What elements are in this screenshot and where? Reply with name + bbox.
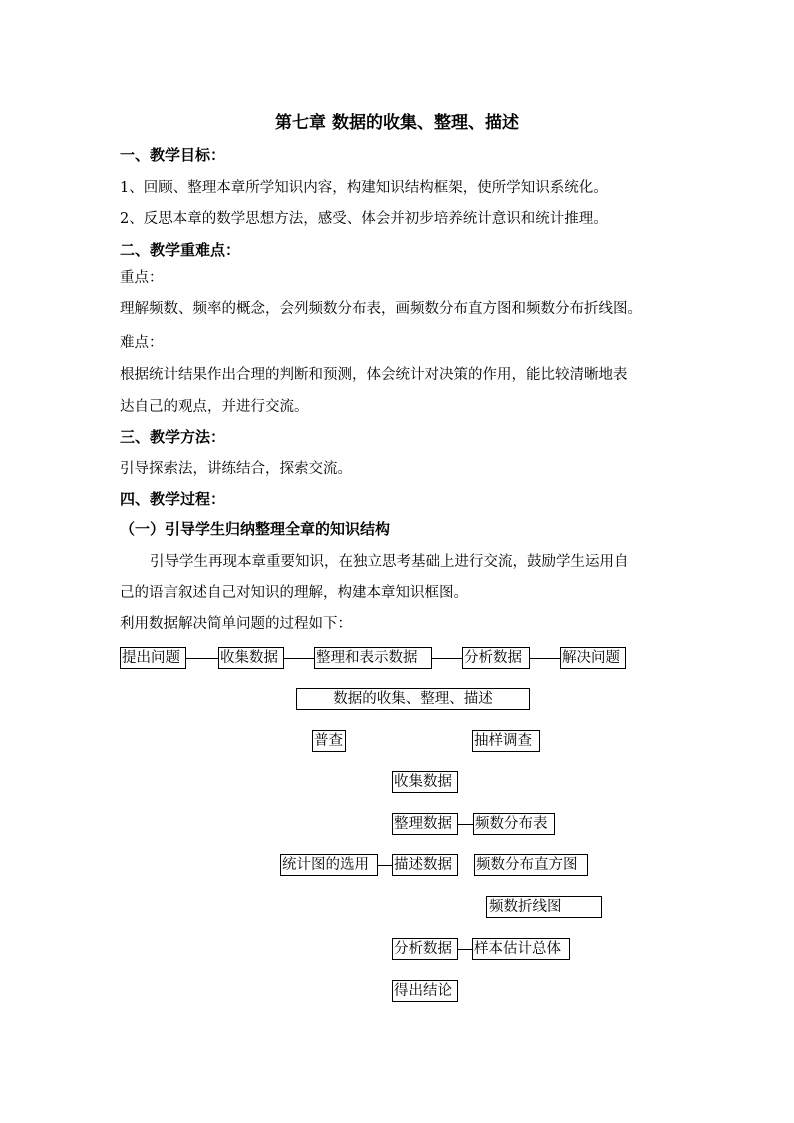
diagram-analyze-box: 分析数据 <box>392 938 458 960</box>
flow-step-raise-question: 提出问题 <box>120 647 186 669</box>
key-point-label: 重点： <box>120 270 164 286</box>
key-point-text: 理解频数、频率的概念，会列频数分布表，画频数分布直方图和频数分布折线图。 <box>120 301 642 317</box>
difficulty-text-line2: 达自己的观点，并进行交流。 <box>120 399 309 415</box>
flow-connector <box>186 658 218 659</box>
process-paragraph-line1: 引导学生再现本章重要知识，在独立思考基础上进行交流，鼓励学生运用自 <box>150 554 629 570</box>
diagram-main-box: 数据的收集、整理、描述 <box>296 688 530 710</box>
flow-step-collect-data: 收集数据 <box>218 647 284 669</box>
diagram-sampling-box: 抽样调查 <box>472 730 540 752</box>
diagram-freq-table-box: 频数分布表 <box>473 813 555 835</box>
diagram-connector <box>458 824 473 825</box>
section-2-heading: 二、教学重难点： <box>120 241 241 259</box>
methods-text: 引导探索法，讲练结合，探索交流。 <box>120 461 352 477</box>
diagram-polyline-box: 频数折线图 <box>486 896 602 918</box>
objective-1: 1、回顾、整理本章所学知识内容，构建知识结构框架，使所学知识系统化。 <box>120 180 608 196</box>
diagram-connector <box>458 949 472 950</box>
flow-connector <box>432 658 462 659</box>
section-1-heading: 一、教学目标： <box>120 146 226 164</box>
diagram-chart-choice-box: 统计图的选用 <box>280 854 378 876</box>
flow-step-organize-data: 整理和表示数据 <box>314 647 432 669</box>
diagram-organize-box: 整理数据 <box>392 813 458 835</box>
subsection-1-heading: （一）引导学生归纳整理全章的知识结构 <box>120 520 391 538</box>
section-4-heading: 四、教学过程： <box>120 490 226 508</box>
diagram-collect-box: 收集数据 <box>392 771 458 793</box>
page-title: 第七章 数据的收集、整理、描述 <box>275 113 519 133</box>
process-intro: 利用数据解决简单问题的过程如下： <box>120 616 352 632</box>
diagram-census-box: 普查 <box>312 730 346 752</box>
flow-step-solve-problem: 解决问题 <box>560 647 626 669</box>
difficulty-label: 难点： <box>120 335 164 351</box>
section-3-heading: 三、教学方法： <box>120 428 226 446</box>
diagram-connector <box>378 865 392 866</box>
objective-2: 2、反思本章的数学思想方法，感受、体会并初步培养统计意识和统计推理。 <box>120 211 608 227</box>
difficulty-text-line1: 根据统计结果作出合理的判断和预测，体会统计对决策的作用，能比较清晰地表 <box>120 367 628 383</box>
flow-step-analyze-data: 分析数据 <box>462 647 530 669</box>
diagram-histogram-box: 频数分布直方图 <box>474 854 588 876</box>
diagram-describe-box: 描述数据 <box>392 854 458 876</box>
diagram-estimate-box: 样本估计总体 <box>472 938 570 960</box>
process-paragraph-line2: 己的语言叙述自己对知识的理解，构建本章知识框图。 <box>120 585 468 601</box>
flow-connector <box>284 658 314 659</box>
flow-connector <box>530 658 560 659</box>
diagram-conclude-box: 得出结论 <box>392 980 458 1002</box>
